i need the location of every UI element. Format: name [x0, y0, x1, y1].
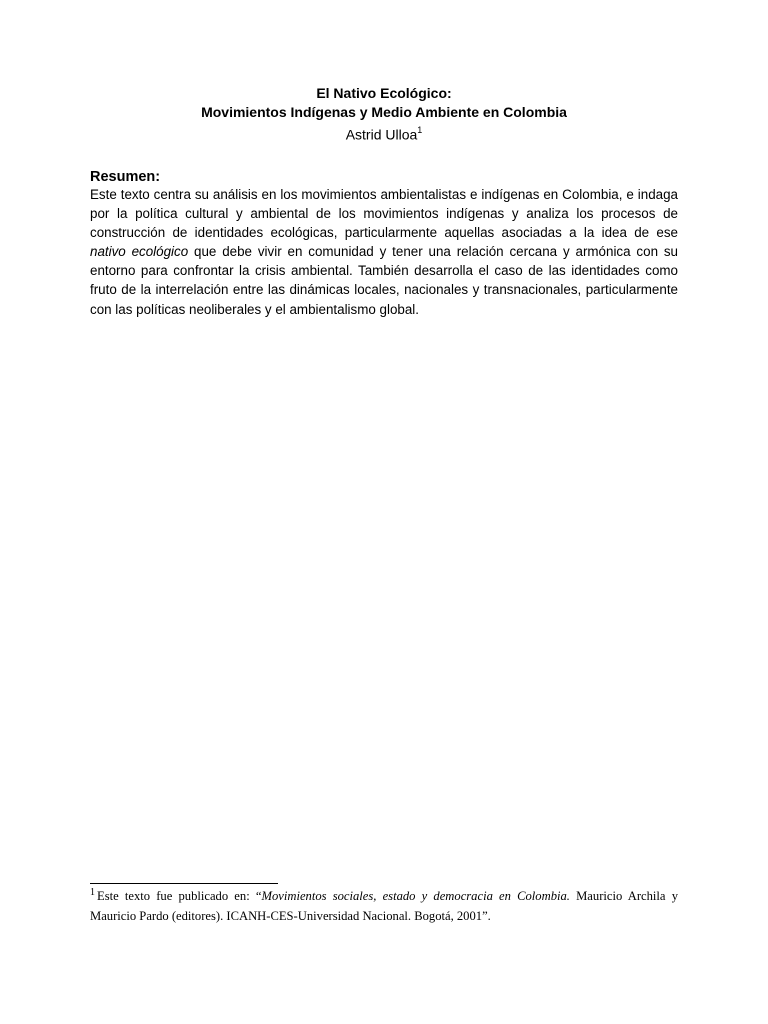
document-subtitle: Movimientos Indígenas y Medio Ambiente en Colombia [201, 104, 567, 120]
author-line [90, 122, 678, 145]
abstract-heading: Resumen: [90, 169, 161, 185]
author-name: Astrid Ulloa [345, 126, 418, 143]
footnote-separator [90, 883, 278, 884]
footnote [90, 887, 678, 925]
footnote-text-part-2: Mauricio Archila y Mauricio Pardo (editores). ICANH-CES-Universidad Nacional. Bogotá, 2001”. [90, 889, 678, 923]
author-footnote-mark[interactable]: 1 [417, 125, 423, 135]
abstract-italic-phrase: nativo ecológico [90, 244, 189, 260]
abstract-body [90, 185, 678, 319]
abstract-text-part-1: Este texto centra su análisis en los movimientos ambientalistas e indígenas en Colombia, e indaga por la política cultural y ambiental de los movimientos indígenas y analiza los procesos de construcción de identidades ecológicas, particularmente aquellas asociadas a la idea de ese [90, 187, 678, 241]
title-block [90, 84, 678, 145]
document-title: El Nativo Ecológico: [316, 85, 452, 101]
footnote-book-title: Movimientos sociales, estado y democracia en Colombia. [261, 889, 570, 903]
abstract-text-part-2: que debe vivir en comunidad y tener una relación cercana y armónica con su entorno para confrontar la crisis ambiental. También desarrolla el caso de las identidades como fruto de la interrelación entre las dinámicas locales, nacionales y transnacionales, particularmente con las políticas neoliberales y el ambientalismo global. [90, 244, 679, 317]
footnote-text-part-1: Este texto fue publicado en: “ [97, 889, 262, 903]
footnote-mark: 1 [90, 887, 95, 898]
